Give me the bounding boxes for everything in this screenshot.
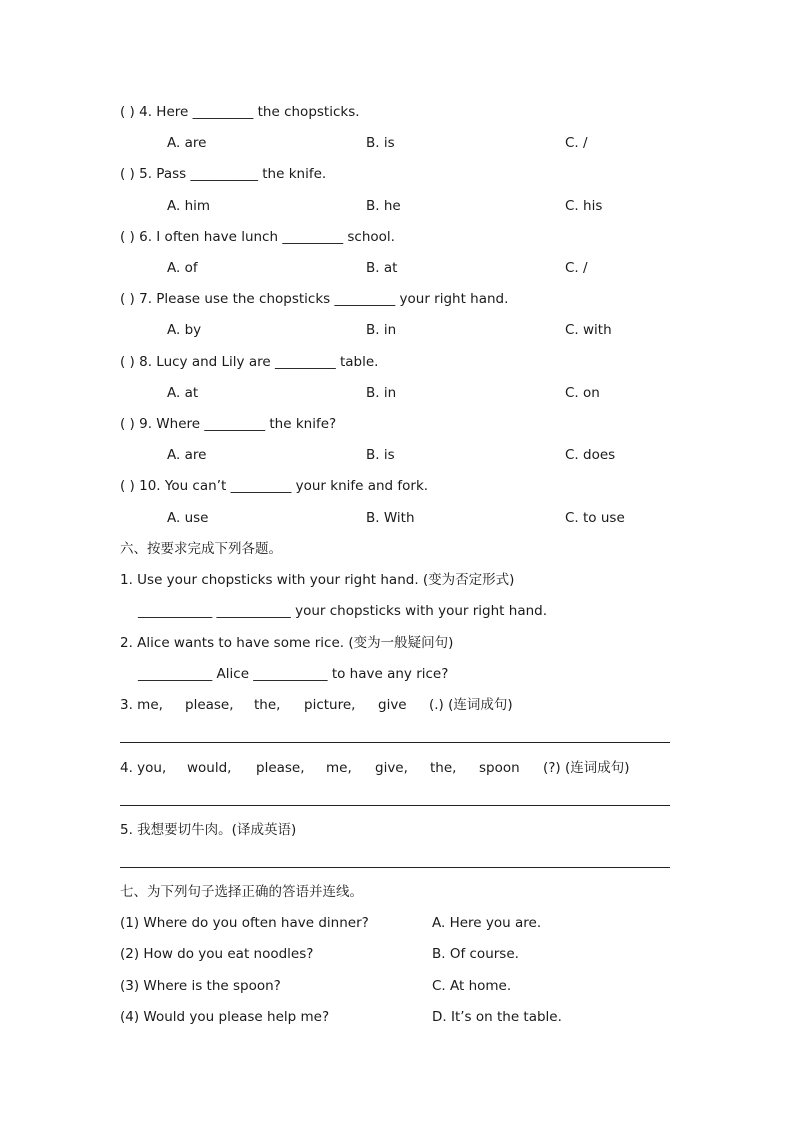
- question-8-option-a: A. at: [167, 385, 199, 401]
- question-10-option-b: B. With: [366, 510, 415, 526]
- match-answer-b: B. Of course.: [432, 946, 519, 962]
- answer-line-3: [120, 742, 670, 743]
- question-9-option-a: A. are: [167, 447, 207, 463]
- match-answer-c: C. At home.: [432, 978, 512, 994]
- question-7-option-b: B. in: [366, 322, 397, 338]
- question-4-stem: ( ) 4. Here _________ the chopsticks.: [120, 104, 360, 120]
- match-answer-d: D. It’s on the table.: [432, 1009, 562, 1025]
- question-5-stem: ( ) 5. Pass __________ the knife.: [120, 166, 327, 182]
- question-5-option-a: A. him: [167, 198, 211, 214]
- question-7-option-c: C. with: [565, 322, 612, 338]
- answer-line-4: [120, 805, 670, 806]
- match-answer-a: A. Here you are.: [432, 915, 542, 931]
- section-6-question-1: 1. Use your chopsticks with your right hand. (变为否定形式): [120, 572, 515, 588]
- word-token: would,: [187, 760, 232, 776]
- word-token: the,: [430, 760, 457, 776]
- word-token: spoon: [479, 760, 520, 776]
- question-9-option-b: B. is: [366, 447, 395, 463]
- question-9-option-c: C. does: [565, 447, 616, 463]
- question-4-option-a: A. are: [167, 135, 207, 151]
- question-8-option-c: C. on: [565, 385, 600, 401]
- word-token: give,: [375, 760, 408, 776]
- question-6-option-b: B. at: [366, 260, 398, 276]
- question-4-option-b: B. is: [366, 135, 395, 151]
- question-6-option-a: A. of: [167, 260, 198, 276]
- question-7-option-a: A. by: [167, 322, 202, 338]
- question-8-option-b: B. in: [366, 385, 397, 401]
- section-6-title: 六、按要求完成下列各题。: [120, 541, 282, 557]
- section-6-question-2: 2. Alice wants to have some rice. (变为一般疑问句): [120, 635, 454, 651]
- section-6-question-1-answer: ___________ ___________ your chopsticks with your right hand.: [138, 603, 548, 619]
- word-token: give: [378, 697, 407, 713]
- question-5-option-b: B. he: [366, 198, 401, 214]
- match-question-2: (2) How do you eat noodles?: [120, 946, 314, 962]
- question-5-option-c: C. his: [565, 198, 603, 214]
- question-10-option-c: C. to use: [565, 510, 625, 526]
- word-token: please,: [256, 760, 305, 776]
- question-10-option-a: A. use: [167, 510, 209, 526]
- question-6-stem: ( ) 6. I often have lunch _________ school.: [120, 229, 395, 245]
- question-6-option-c: C. /: [565, 260, 588, 276]
- section-6-question-5: 5. 我想要切牛肉。(译成英语): [120, 822, 297, 838]
- question-10-stem: ( ) 10. You can’t _________ your knife and fork.: [120, 478, 429, 494]
- question-8-stem: ( ) 8. Lucy and Lily are _________ table.: [120, 354, 379, 370]
- word-token: (?) (连词成句): [543, 760, 630, 776]
- word-token: please,: [185, 697, 234, 713]
- word-token: 3. me,: [120, 697, 163, 713]
- match-question-3: (3) Where is the spoon?: [120, 978, 281, 994]
- question-7-stem: ( ) 7. Please use the chopsticks _________ your right hand.: [120, 291, 509, 307]
- word-token: picture,: [304, 697, 356, 713]
- answer-line-5: [120, 867, 670, 868]
- word-token: me,: [326, 760, 352, 776]
- word-token: (.) (连词成句): [429, 697, 513, 713]
- match-question-4: (4) Would you please help me?: [120, 1009, 330, 1025]
- match-question-1: (1) Where do you often have dinner?: [120, 915, 369, 931]
- section-7-title: 七、为下列句子选择正确的答语并连线。: [120, 884, 363, 900]
- section-6-question-2-answer: ___________ Alice ___________ to have any rice?: [138, 666, 449, 682]
- question-9-stem: ( ) 9. Where _________ the knife?: [120, 416, 337, 432]
- word-token: 4. you,: [120, 760, 167, 776]
- question-4-option-c: C. /: [565, 135, 588, 151]
- word-token: the,: [254, 697, 281, 713]
